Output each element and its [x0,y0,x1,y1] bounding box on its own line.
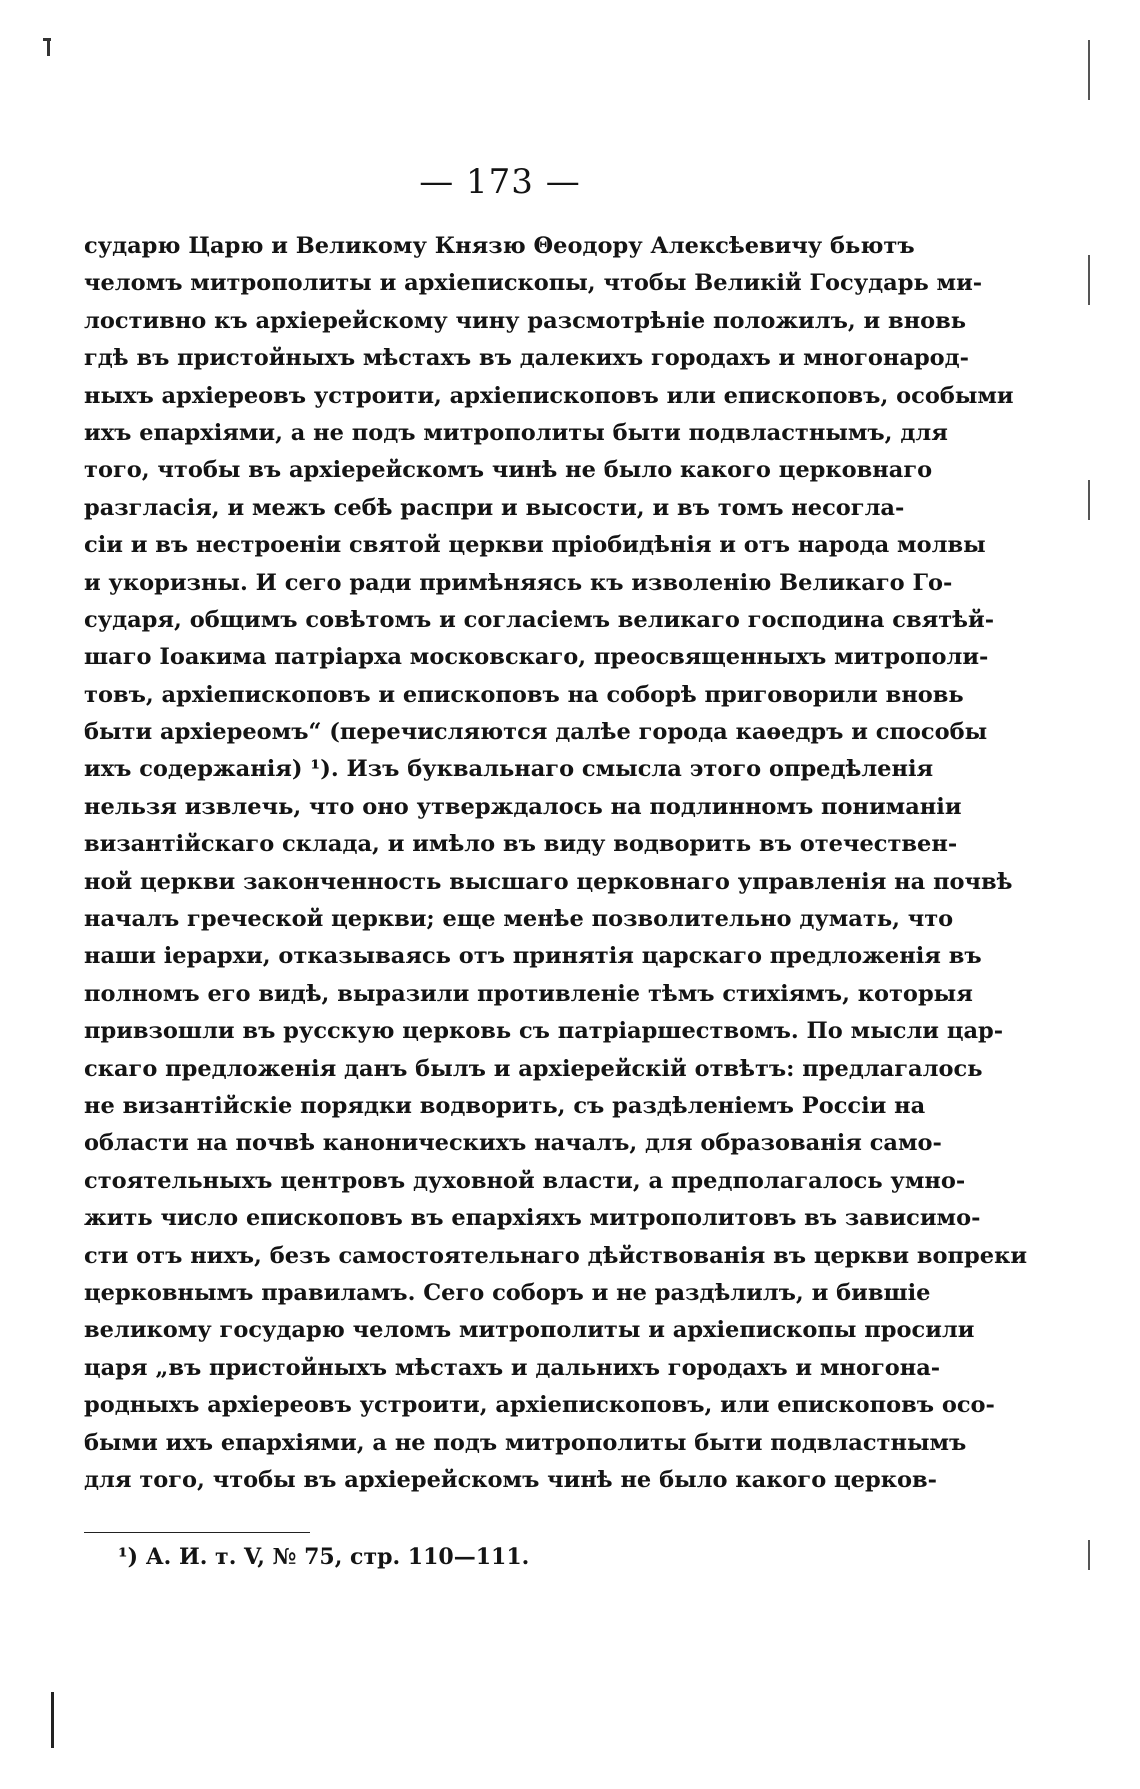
text-line: гдѣ въ пристойныхъ мѣстахъ въ далекихъ городахъ и многонарод- [84,345,970,372]
text-line: шаго Іоакима патріарха московскаго, преосвященныхъ митрополи- [84,644,989,671]
text-line: жить число епископовъ въ епархіяхъ митрополитовъ въ зависимо- [84,1205,981,1232]
scan-margin-mark [47,38,50,56]
text-line: области на почвѣ каноническихъ началъ, для образованія само- [84,1130,942,1157]
text-line: сударю Царю и Великому Князю Θеодору Алексѣевичу бьютъ [84,233,915,259]
text-line: стоятельныхъ центровъ духовной власти, а предполагалось умно- [84,1167,966,1194]
page-number: — 173 — [419,162,581,202]
body-text [84,228,1028,1499]
text-line: великому государю челомъ митрополиты и архіепископы просили [84,1317,975,1344]
text-line: того, чтобы въ архіерейскомъ чинѣ не было какого церковнаго [84,457,933,484]
scan-edge-line [1088,255,1090,305]
text-line: и укоризны. И сего ради примѣняясь къ изволенію Великаго Го- [84,569,953,596]
text-line: церковнымъ правиламъ. Сего соборъ и не раздѣлилъ, и бившіе [84,1279,931,1306]
text-line: челомъ митрополиты и архіепископы, чтобы Великій Государь ми- [84,270,983,297]
footnote-marker: ¹) [118,1544,139,1570]
text-line: ихъ содержанія) ¹). Изъ буквальнаго смысла этого опредѣленія [84,756,934,783]
text-line: византійскаго склада, и имѣло въ виду водворить въ отечествен- [84,831,958,858]
text-line: наши іерархи, отказываясь отъ принятія царскаго предложенія въ [84,943,982,970]
scan-edge-line [1088,40,1090,100]
text-line: скаго предложенія данъ былъ и архіерейскій отвѣтъ: предлагалось [84,1055,983,1082]
footnote-text: А. И. т. V, № 75, стр. 110—111. [145,1544,530,1570]
text-line: быми ихъ епархіями, а не подъ митрополиты быти подвластнымъ [84,1429,967,1456]
scan-margin-mark [51,1692,54,1748]
text-line: быти архіереомъ“ (перечисляются далѣе города каѳедръ и способы [84,719,988,746]
text-line: не византійскіе порядки водворить, съ раздѣленіемъ Россіи на [84,1092,926,1119]
text-line: сіи и въ нестроеніи святой церкви пріобидѣнія и отъ народа молвы [84,532,986,559]
scan-edge-line [1088,480,1090,520]
text-line: сударя, общимъ совѣтомъ и согласіемъ великаго господина святѣй- [84,606,995,633]
text-line: сти отъ нихъ, безъ самостоятельнаго дѣйствованія въ церкви вопреки [84,1242,1028,1269]
text-line: началъ греческой церкви; еще менѣе позволительно думать, что [84,906,954,933]
text-line: царя „въ пристойныхъ мѣстахъ и дальнихъ городахъ и многона- [84,1354,941,1381]
footnote-divider [84,1532,310,1533]
text-line: ихъ епархіями, а не подъ митрополиты быти подвластнымъ, для [84,419,948,446]
text-line: родныхъ архіереовъ устроити, архіепископовъ, или епископовъ осо- [84,1392,995,1419]
text-line: полномъ его видѣ, выразили противленіе тѣмъ стихіямъ, которыя [84,980,973,1007]
text-line: нельзя извлечь, что оно утверждалось на подлинномъ пониманіи [84,793,962,820]
text-line: привзошли въ русскую церковь съ патріаршествомъ. По мысли цар- [84,1018,1004,1045]
text-line: ныхъ архіереовъ устроити, архіепископовъ или епископовъ, особыми [84,382,1014,409]
text-line: разгласія, и межъ себѣ распри и высости, и въ томъ несогла- [84,494,905,521]
text-line: для того, чтобы въ архіерейскомъ чинѣ не было какого церков- [84,1466,937,1493]
text-line: ной церкви законченность высшаго церковнаго управленія на почвѣ [84,868,1013,895]
scan-edge-line [1088,1540,1090,1570]
text-line: лостивно къ архіерейскому чину разсмотрѣніе положилъ, и вновь [84,307,967,334]
text-line: товъ, архіепископовъ и епископовъ на соборѣ приговорили вновь [84,681,964,708]
footnote [118,1540,529,1574]
